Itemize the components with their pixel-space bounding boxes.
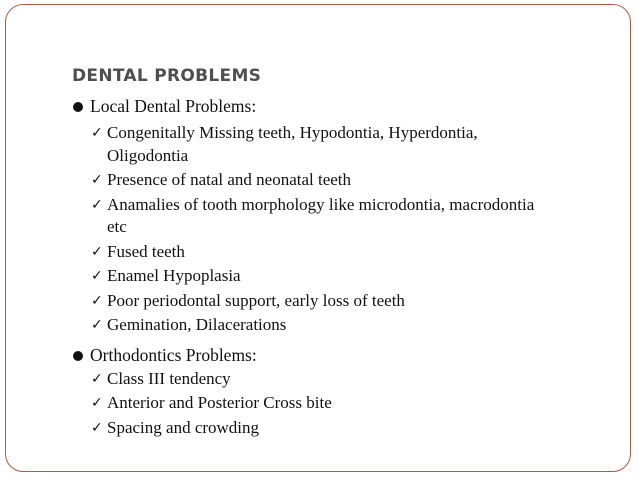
slide-content [72,95,612,440]
list-item-text: Presence of natal and neonatal teeth [107,170,352,189]
list-item-text: Anterior and Posterior Cross bite [107,393,332,412]
list-item [90,391,612,416]
list-item-text: Spacing and crowding [107,417,260,437]
list-item-text: Fused teeth [107,241,185,261]
list-item-text: Congenitally Missing teeth, Hypodontia, Hyperdontia, [107,123,478,142]
list-item [90,264,612,289]
section-heading-local [72,95,612,117]
list-item-text: Gemination, Dilacerations [107,315,287,334]
list-item [90,367,612,392]
slide-title: DENTAL PROBLEMS [72,66,262,86]
list-item [90,289,612,314]
list-item-text: Enamel Hypoplasia [107,266,241,285]
check-mark-icon: ✓ [91,125,103,141]
section-heading-orthodontics [72,344,612,366]
check-mark-icon: ✓ [91,292,103,309]
list-item-text: Class III tendency [107,368,231,388]
check-mark-icon: ✓ [91,172,103,188]
check-mark-icon: ✓ [91,370,103,387]
list-item [90,193,612,240]
list-item [90,416,612,441]
list-item-text: Poor periodontal support, early loss of teeth [107,290,405,310]
list-item [90,240,612,265]
list-item-text-continued: Oligodontia [107,145,189,165]
check-mark-icon: ✓ [91,419,103,436]
list-item [90,121,612,168]
section-heading-text: Orthodontics Problems: [90,344,257,365]
check-mark-icon: ✓ [91,243,103,260]
list-item [90,313,612,338]
check-mark-icon: ✓ [91,317,103,333]
section-heading-text: Local Dental Problems: [90,96,257,116]
check-mark-icon: ✓ [91,196,103,213]
list-item-text-continued: etc [107,217,127,236]
check-mark-icon: ✓ [91,395,103,411]
check-mark-icon: ✓ [91,268,103,284]
list-item-text: Anamalies of tooth morphology like microdontia, macrodontia [107,194,535,214]
list-item [90,168,612,193]
bullet-icon [73,102,83,112]
bullet-icon [73,351,83,361]
